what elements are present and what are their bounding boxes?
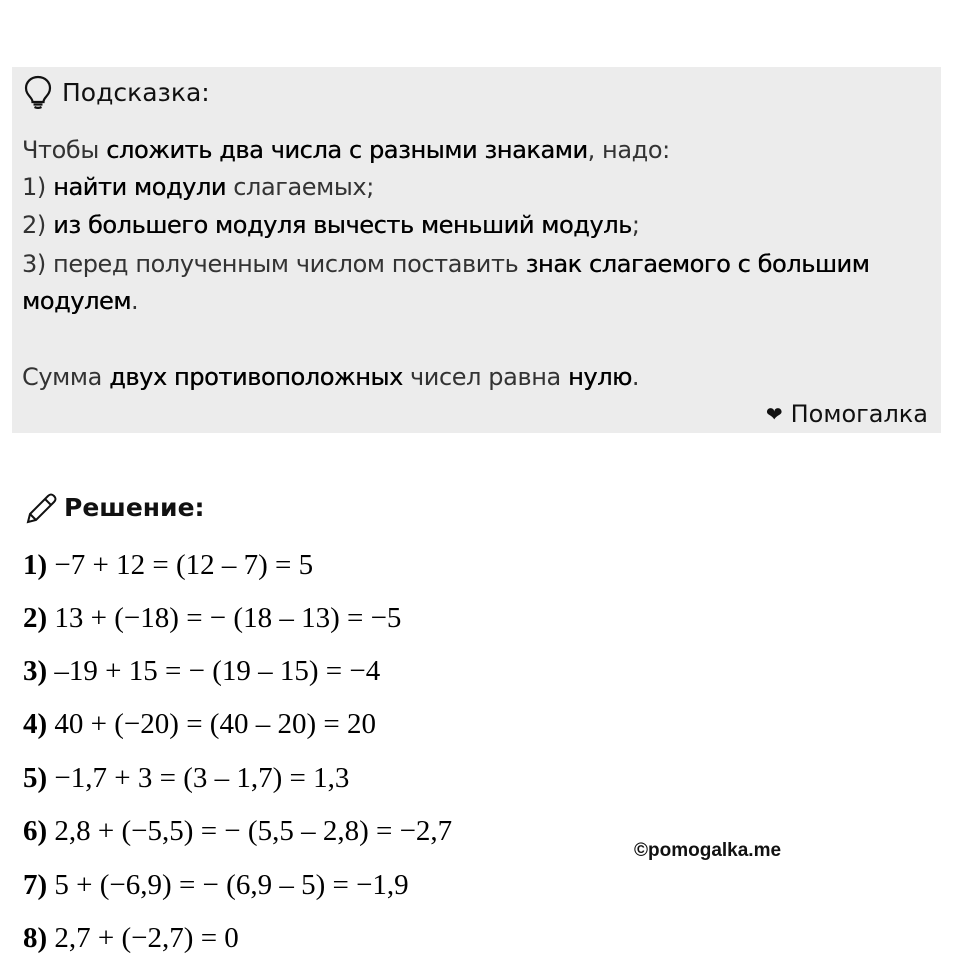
solution-item [23, 704, 376, 744]
hint-text: Сумма [22, 363, 110, 391]
solution-item [23, 651, 380, 691]
item-number: 5) [23, 762, 48, 794]
item-expression: −7 + 12 = (12 – 7) = 5 [47, 549, 314, 581]
credit-label: Помогалка [790, 400, 928, 428]
item-number: 6) [23, 815, 48, 847]
item-number: 3) [23, 655, 48, 687]
pencil-icon [24, 489, 60, 525]
item-expression: 2,8 + (−5,5) = − (5,5 – 2,8) = −2,7 [47, 815, 453, 847]
item-number: 7) [23, 869, 48, 901]
solution-item [23, 811, 452, 851]
hint-heading [24, 74, 210, 110]
hint-line-3 [22, 206, 640, 244]
hint-text: чисел равна [402, 363, 569, 391]
hint-line-4 [22, 245, 869, 283]
hint-text: 3) перед полученным числом поставить [22, 250, 526, 278]
item-number: 8) [23, 922, 48, 954]
hint-line-2 [22, 168, 374, 206]
hint-emphasis-text: модулем [22, 287, 131, 315]
hint-text: Чтобы [22, 136, 107, 164]
item-expression: 40 + (−20) = (40 – 20) = 20 [47, 708, 376, 740]
hint-emphasis-text: нулю [568, 363, 632, 391]
hint-emphasis-text: двух противоположных [109, 363, 403, 391]
hint-text: . [631, 363, 640, 391]
solution-heading [24, 488, 205, 526]
hint-emphasis-text: найти модули [53, 173, 226, 201]
item-expression: –19 + 15 = − (19 – 15) = −4 [47, 655, 381, 687]
hint-title: Подсказка: [62, 77, 210, 107]
solution-item [23, 545, 313, 585]
hint-emphasis-text: из большего модуля вычесть меньший модуль [53, 211, 632, 239]
hint-text: слагаемых; [226, 173, 374, 201]
solution-item [23, 918, 239, 958]
solution-item [23, 865, 409, 905]
hint-text: 1) [22, 173, 54, 201]
item-number: 1) [23, 549, 48, 581]
hint-text: ; [631, 211, 640, 239]
hint-text: 2) [22, 211, 54, 239]
hint-emphasis-text: сложить два числа с разными знаками [106, 136, 588, 164]
hint-text: , надо: [587, 136, 670, 164]
hint-line-5 [22, 282, 138, 320]
item-expression: 13 + (−18) = − (18 – 13) = −5 [47, 602, 402, 634]
hint-line-1 [22, 131, 670, 169]
lightbulb-icon [24, 75, 52, 109]
solution-title: Решение: [64, 492, 205, 522]
hint-text: . [131, 287, 139, 315]
solution-item [23, 758, 349, 798]
item-number: 4) [23, 708, 48, 740]
item-number: 2) [23, 602, 48, 634]
item-expression: −1,7 + 3 = (3 – 1,7) = 1,3 [47, 762, 350, 794]
heart-icon: ❤ [765, 402, 783, 426]
hint-line-6 [22, 358, 639, 396]
hint-emphasis-text: знак слагаемого с большим [525, 250, 870, 278]
credit [766, 396, 928, 432]
item-expression: 5 + (−6,9) = − (6,9 – 5) = −1,9 [47, 869, 409, 901]
item-expression: 2,7 + (−2,7) = 0 [47, 922, 239, 954]
watermark: ©pomogalka.me [634, 840, 782, 861]
solution-item [23, 598, 401, 638]
